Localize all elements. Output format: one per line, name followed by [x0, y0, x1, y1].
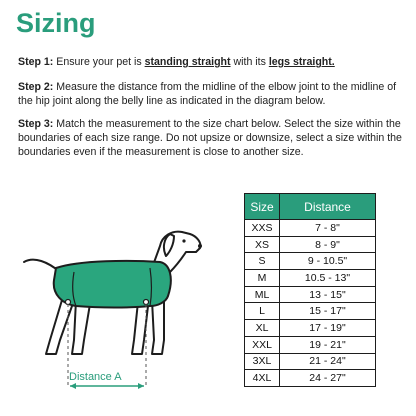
step-1-text-a: Ensure your pet is: [53, 56, 145, 68]
table-row: [245, 320, 376, 337]
dog-nose: [198, 244, 202, 248]
size-cell: L: [245, 303, 280, 320]
dog-hind-leg-front: [72, 300, 90, 354]
table-row: [245, 236, 376, 253]
distance-a-label: Distance A: [69, 371, 122, 383]
dog-front-leg-front: [152, 300, 164, 354]
distance-cell: 19 - 21": [280, 336, 376, 353]
table-row: [245, 353, 376, 370]
size-chart-header-row: [245, 194, 376, 220]
step-1-emphasis-legs: legs straight.: [268, 56, 335, 68]
distance-cell: 9 - 10.5": [280, 253, 376, 270]
table-row: [245, 336, 376, 353]
table-row: [245, 370, 376, 387]
table-row: [245, 303, 376, 320]
table-row: [245, 253, 376, 270]
page-title: Sizing: [16, 8, 96, 38]
step-2-text: Measure the distance from the midline of the elbow joint to the midline of the hip joint along the belly line as indicated in the diagram below.: [18, 81, 397, 107]
distance-cell: 13 - 15": [280, 286, 376, 303]
size-cell: ML: [245, 286, 280, 303]
step-1-label: Step 1:: [18, 56, 54, 68]
step-1-text-b: with its: [230, 56, 269, 68]
step-1-emphasis-standing: standing straight: [144, 56, 231, 68]
table-row: [245, 286, 376, 303]
step-2-instruction: [18, 80, 402, 108]
recovery-suit: [54, 261, 171, 308]
dog-illustration: [20, 222, 220, 392]
distance-cell: 8 - 9": [280, 236, 376, 253]
distance-cell: 21 - 24": [280, 353, 376, 370]
size-cell: XS: [245, 236, 280, 253]
distance-cell: 17 - 19": [280, 320, 376, 337]
dog-hind-leg-back: [46, 300, 72, 354]
measure-arrow-left-head: [70, 383, 76, 389]
step-1-instruction: [18, 55, 402, 69]
step-3-text: Match the measurement to the size chart below. Select the size within the boundaries of each size range. Do not upsize or downsize, select a size within the boundaries even if the measurement is close to another size.: [18, 118, 402, 158]
size-cell: M: [245, 270, 280, 287]
size-cell: S: [245, 253, 280, 270]
size-cell: 4XL: [245, 370, 280, 387]
table-row: [245, 270, 376, 287]
step-3-label: Step 3:: [18, 118, 54, 130]
size-cell: XXS: [245, 220, 280, 237]
size-cell: XL: [245, 320, 280, 337]
size-column-header: Size: [245, 194, 280, 220]
elbow-joint-marker: [144, 300, 149, 305]
distance-cell: 15 - 17": [280, 303, 376, 320]
dog-tail: [24, 260, 60, 272]
dog-diagram: [20, 222, 220, 392]
step-2-label: Step 2:: [18, 81, 54, 93]
table-row: [245, 220, 376, 237]
dog-eye: [182, 239, 185, 242]
size-cell: XXL: [245, 336, 280, 353]
step-3-instruction: [18, 117, 402, 159]
distance-cell: 7 - 8": [280, 220, 376, 237]
distance-cell: 24 - 27": [280, 370, 376, 387]
measure-arrow-right-head: [138, 383, 144, 389]
distance-column-header: Distance: [280, 194, 376, 220]
hip-joint-marker: [66, 300, 71, 305]
size-cell: 3XL: [245, 353, 280, 370]
distance-cell: 10.5 - 13": [280, 270, 376, 287]
size-chart-table: [244, 193, 376, 387]
